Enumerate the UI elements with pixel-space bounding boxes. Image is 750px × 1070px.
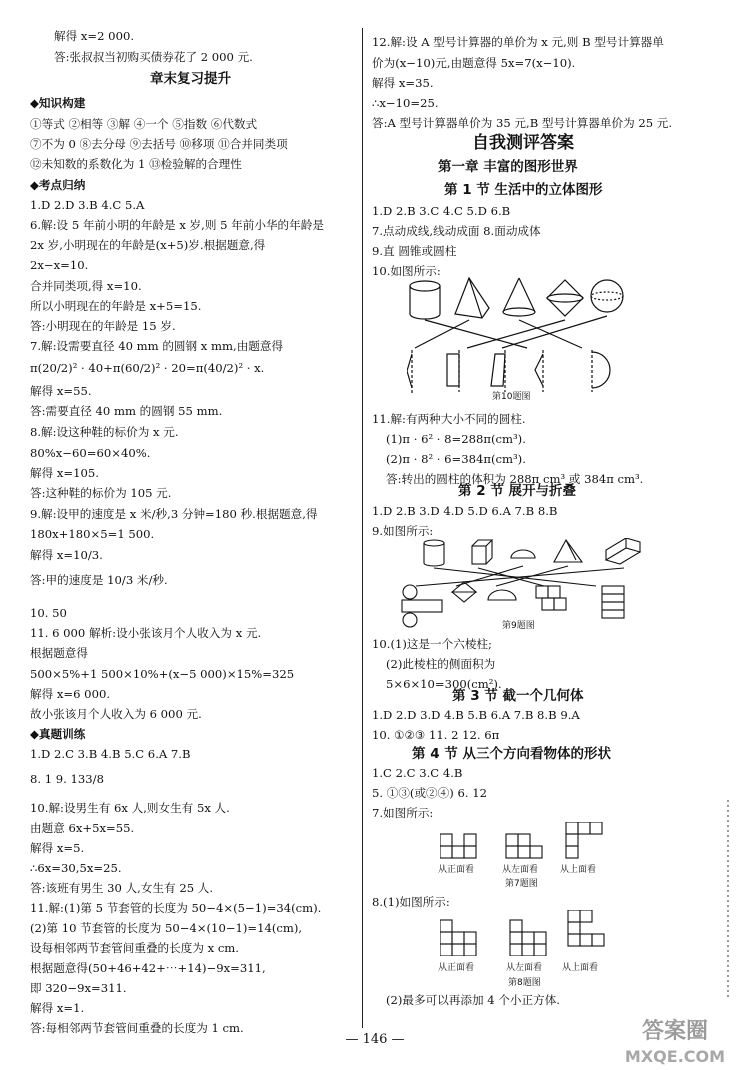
text-line: (1)π · 6² · 8=288π(cm³). xyxy=(386,432,526,446)
answers-title: 自我测评答案 xyxy=(472,133,574,153)
text-line: 9.直 圆锥或圆柱 xyxy=(372,244,457,258)
text-line: 7.点动成线,线动成面 8.面动成体 xyxy=(372,224,541,238)
text-line: 5×6×10=300(cm²). xyxy=(386,677,502,691)
text-line: 根据题意得(50+46+42+⋯+14)−9x=311, xyxy=(30,961,266,975)
figure-caption: 第9题图 xyxy=(502,621,535,631)
figure-8-views xyxy=(440,910,620,956)
text-line: 答:A 型号计算器单价为 35 元,B 型号计算器单价为 25 元. xyxy=(372,116,673,130)
text-line: 由题意 6x+5x=55. xyxy=(30,821,135,835)
text-line: 1.D 2.B 3.C 4.C 5.D 6.B xyxy=(372,204,511,218)
text-line: 即 320−9x=311. xyxy=(30,981,127,995)
figure-caption: 第10题图 xyxy=(492,392,531,402)
text-line: (2)最多可以再添加 4 个小正方体. xyxy=(386,993,560,1007)
view-label-top: 从上面看 xyxy=(562,963,599,973)
text-line: 12.解:设 A 型号计算器的单价为 x 元,则 B 型号计算器单 xyxy=(372,35,664,49)
text-line: 答:小明现在的年龄是 15 岁. xyxy=(30,319,176,333)
view-label-top: 从上面看 xyxy=(560,865,597,875)
text-line: 解得 x=55. xyxy=(30,384,92,398)
text-line: ⑦不为 0 ⑧去分母 ⑨去括号 ⑩移项 ⑪合并同类项 xyxy=(30,137,288,151)
text-line: 10.如图所示: xyxy=(372,264,441,278)
text-line: 合并同类项,得 x=10. xyxy=(30,279,142,293)
formula-line: π(20/2)² · 40+π(60/2)² · 20=π(40/2)² · x. xyxy=(30,361,265,375)
formula-line: 8. 1 9. 133/8 xyxy=(30,772,104,786)
text-line: ∴6x=30,5x=25. xyxy=(30,861,122,875)
text-line: 解得 x=105. xyxy=(30,466,99,480)
column-divider xyxy=(362,28,363,1028)
text-line: 8.(1)如图所示: xyxy=(372,895,450,909)
text-line: (2)第 10 节套管的长度为 50−4×(10−1)=14(cm), xyxy=(30,921,303,935)
edge-strip xyxy=(723,800,733,1000)
text-line: 7.解:设需要直径 40 mm 的圆钢 x mm,由题意得 xyxy=(30,339,284,353)
text-line: 解得 x=35. xyxy=(372,76,434,90)
text-line: 9.如图所示: xyxy=(372,524,434,538)
text-line: 价为(x−10)元,由题意得 5x=7(x−10). xyxy=(372,56,576,70)
section-heading: 第 2 节 展开与折叠 xyxy=(458,483,576,499)
text-line: 6.解:设 5 年前小明的年龄是 x 岁,则 5 年前小华的年龄是 xyxy=(30,218,324,232)
text-line: 故小张该月个人收入为 6 000 元. xyxy=(30,707,202,721)
text-line: ①等式 ②相等 ③解 ④一个 ⑤指数 ⑥代数式 xyxy=(30,117,258,131)
figure-9-nets xyxy=(396,538,646,628)
text-line: 2x 岁,小明现在的年龄是(x+5)岁.根据题意,得 xyxy=(30,238,266,252)
text-line: (2)此棱柱的侧面积为 xyxy=(386,657,496,671)
text-line: 11.解:(1)第 5 节套管的长度为 50−4×(5−1)=34(cm). xyxy=(30,901,322,915)
svg-text:MXQE.COM: MXQE.COM xyxy=(624,1047,726,1066)
text-line: 2x−x=10. xyxy=(30,258,89,272)
text-line: 答:该班有男生 30 人,女生有 25 人. xyxy=(30,881,214,895)
text-line: 答:张叔叔当初购买债券花了 2 000 元. xyxy=(54,50,253,64)
formula-line: 答:甲的速度是 10/3 米/秒. xyxy=(30,573,168,587)
text-line: 设每相邻两节套管间重叠的长度为 x cm. xyxy=(30,941,239,955)
text-line: 11.解:有两种大小不同的圆柱. xyxy=(372,412,526,426)
view-label-front: 从正面看 xyxy=(438,963,475,973)
text-line: 解得 x=6 000. xyxy=(30,687,111,701)
section-heading: 第 4 节 从三个方向看物体的形状 xyxy=(412,746,611,762)
text-line: 解得 x=5. xyxy=(30,841,85,855)
view-label-left: 从左面看 xyxy=(502,865,539,875)
text-line: 解得 x=2 000. xyxy=(54,29,135,43)
text-line: 9.解:设甲的速度是 x 米/秒,3 分钟=180 秒.根据题意,得 xyxy=(30,507,318,521)
text-line: 解得 x=1. xyxy=(30,1001,85,1015)
subheading: ◆考点归纳 xyxy=(30,178,86,192)
view-label-front: 从正面看 xyxy=(438,865,475,875)
section-heading: 第 1 节 生活中的立体图形 xyxy=(444,182,603,198)
figure-caption: 第7题图 xyxy=(505,879,538,889)
subheading: ◆真题训练 xyxy=(30,727,86,741)
text-line: 80%x−60=60×40%. xyxy=(30,446,151,460)
watermark-logo xyxy=(610,1010,740,1068)
svg-text:答案圈: 答案圈 xyxy=(641,1019,709,1044)
text-line: 1.D 2.D 3.B 4.C 5.A xyxy=(30,198,145,212)
text-line: 180x+180×5=1 500. xyxy=(30,527,155,541)
subheading: ◆知识构建 xyxy=(30,96,86,110)
text-line: 5. ①③(或②④) 6. 12 xyxy=(372,786,487,800)
text-line: 根据题意得 xyxy=(30,646,88,660)
text-line: 1.D 2.B 3.D 4.D 5.D 6.A 7.B 8.B xyxy=(372,504,558,518)
text-line: 答:这种鞋的标价为 105 元. xyxy=(30,486,172,500)
text-line: 10. ①②③ 11. 2 12. 6π xyxy=(372,728,500,742)
text-line: 8.解:设这种鞋的标价为 x 元. xyxy=(30,425,179,439)
text-line: 答:每相邻两节套管间重叠的长度为 1 cm. xyxy=(30,1021,244,1035)
chapter-heading: 第一章 丰富的图形世界 xyxy=(438,159,578,175)
text-line: ⑫未知数的系数化为 1 ⑬检验解的合理性 xyxy=(30,157,242,171)
text-line: 10.(1)这是一个六棱柱; xyxy=(372,637,492,651)
section-heading: 第 3 节 截一个几何体 xyxy=(452,688,584,704)
text-line: 10. 50 xyxy=(30,606,67,620)
text-line: 10.解:设男生有 6x 人,则女生有 5x 人. xyxy=(30,801,230,815)
figure-caption: 第8题图 xyxy=(508,978,541,988)
formula-line: 500×5%+1 500×10%+(x−5 000)×15%=325 xyxy=(30,667,295,681)
text-line: 1.C 2.C 3.C 4.B xyxy=(372,766,463,780)
figure-10-solids xyxy=(407,276,637,401)
section-heading: 章末复习提升 xyxy=(150,71,231,87)
text-line: ∴x−10=25. xyxy=(372,96,439,110)
view-label-left: 从左面看 xyxy=(506,963,543,973)
figure-7-views xyxy=(440,822,610,860)
text-line: 7.如图所示: xyxy=(372,806,434,820)
text-line: (2)π · 8² · 6=384π(cm³). xyxy=(386,452,526,466)
text-line: 1.D 2.C 3.B 4.B 5.C 6.A 7.B xyxy=(30,747,191,761)
formula-line: 解得 x=10/3. xyxy=(30,548,103,562)
text-line: 所以小明现在的年龄是 x+5=15. xyxy=(30,299,202,313)
page-number: — 146 — xyxy=(345,1032,405,1047)
text-line: 11. 6 000 解析:设小张该月个人收入为 x 元. xyxy=(30,626,262,640)
text-line: 答:转出的圆柱的体积为 288π cm³ 或 384π cm³. xyxy=(386,472,644,486)
text-line: 1.D 2.D 3.D 4.B 5.B 6.A 7.B 8.B 9.A xyxy=(372,708,580,722)
text-line: 答:需要直径 40 mm 的圆钢 55 mm. xyxy=(30,404,223,418)
